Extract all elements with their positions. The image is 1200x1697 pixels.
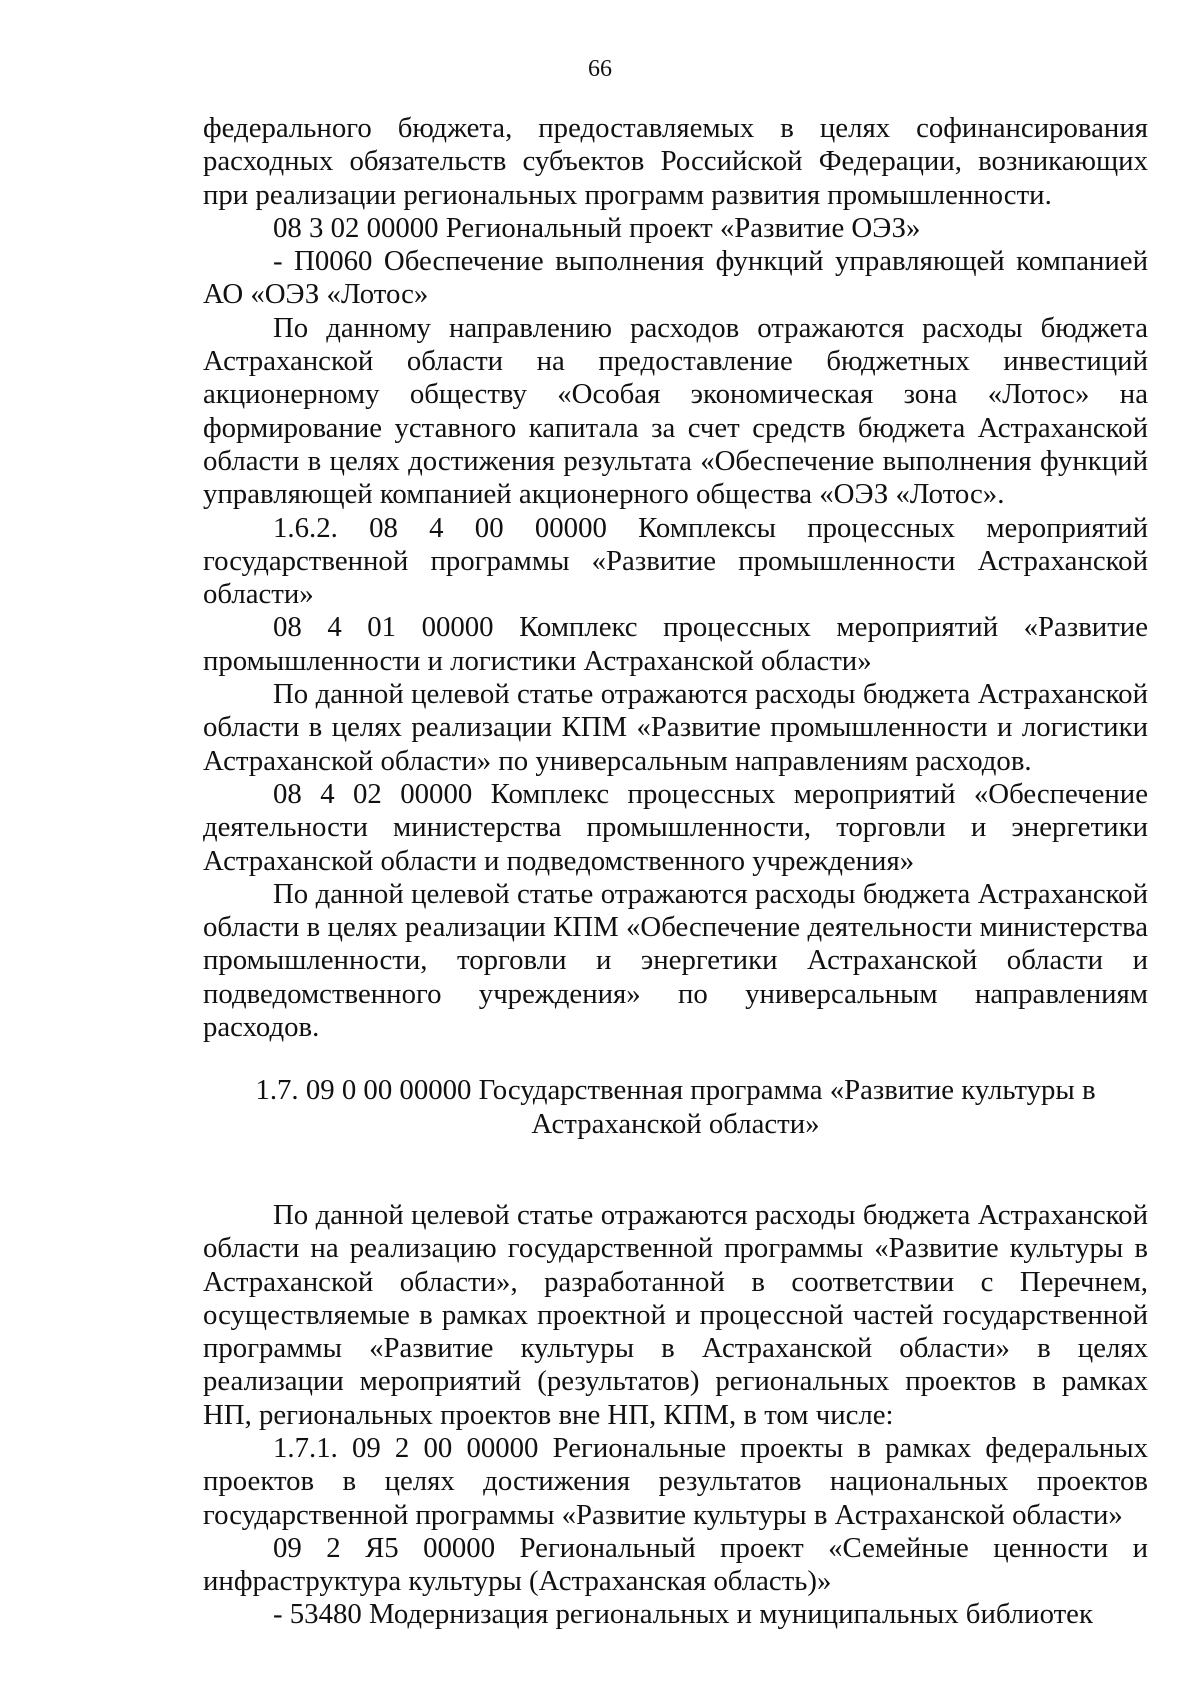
paragraph: 08 3 02 00000 Региональный проект «Развитие ОЭЗ» — [273, 211, 921, 244]
paragraph: 08 4 02 00000 Комплекс процессных мероприятий «Обеспечение деятельности министерства промышленности, торговли и энергетики Астраханской области и подведомственного учреждения» — [203, 777, 1148, 877]
paragraph: По данному направлению расходов отражаются расходы бюджета Астраханской области на предоставление бюджетных инвестиций акционерному обществу «Особая экономическая зона «Лотос» на формирование уставного капитала за счет средств бюджета Астраханской области в целях достижения результата «Обеспечение выполнения функций управляющей компанией акционерного общества «ОЭЗ «Лотос». — [203, 311, 1148, 511]
paragraph: 1.6.2. 08 4 00 00000 Комплексы процессных мероприятий государственной программы «Развитие промышленности Астраханской области» — [203, 511, 1148, 611]
document-body — [203, 112, 1148, 1632]
spacer — [203, 1141, 1148, 1199]
paragraph: 1.7.1. 09 2 00 00000 Региональные проекты в рамках федеральных проектов в целях достижения результатов национальных проектов государственной программы «Развитие культуры в Астраханской области» — [203, 1431, 1148, 1531]
paragraph: По данной целевой статье отражаются расходы бюджета Астраханской области на реализацию государственной программы «Развитие культуры в Астраханской области», разработанной в соответствии с Перечнем, осуществляемые в рамках проектной и процессной частей государственной программы «Развитие культуры в Астраханской области» в целях реализации мероприятий (результатов) региональных проектов в рамках НП, региональных проектов вне НП, КПМ, в том числе: — [203, 1198, 1148, 1431]
paragraph: - 53480 Модернизация региональных и муниципальных библиотек — [273, 1598, 1093, 1631]
paragraph: 08 4 01 00000 Комплекс процессных мероприятий «Развитие промышленности и логистики Астраханской области» — [203, 611, 1148, 677]
paragraph: федерального бюджета, предоставляемых в целях софинансирования расходных обязательств субъектов Российской Федерации, возникающих при реализации региональных программ развития промышленности. — [203, 112, 1148, 211]
paragraph: 09 2 Я5 00000 Региональный проект «Семейные ценности и инфраструктура культуры (Астраханская область)» — [203, 1531, 1148, 1598]
paragraph: - П0060 Обеспечение выполнения функций управляющей компанией АО «ОЭЗ «Лотос» — [203, 245, 1148, 311]
page-number: 66 — [588, 56, 612, 82]
paragraph: По данной целевой статье отражаются расходы бюджета Астраханской области в целях реализации КПМ «Обеспечение деятельности министерства промышленности, торговли и энергетики Астраханской области и подведомственного учреждения» по универсальным направлениям расходов. — [203, 877, 1148, 1044]
section-heading: 1.7. 09 0 00 00000 Государственная программа «Развитие культуры в Астраханской области» — [255, 1074, 1096, 1140]
paragraph: По данной целевой статье отражаются расходы бюджета Астраханской области в целях реализации КПМ «Развитие промышленности и логистики Астраханской области» по универсальным направлениям расходов. — [203, 678, 1148, 777]
